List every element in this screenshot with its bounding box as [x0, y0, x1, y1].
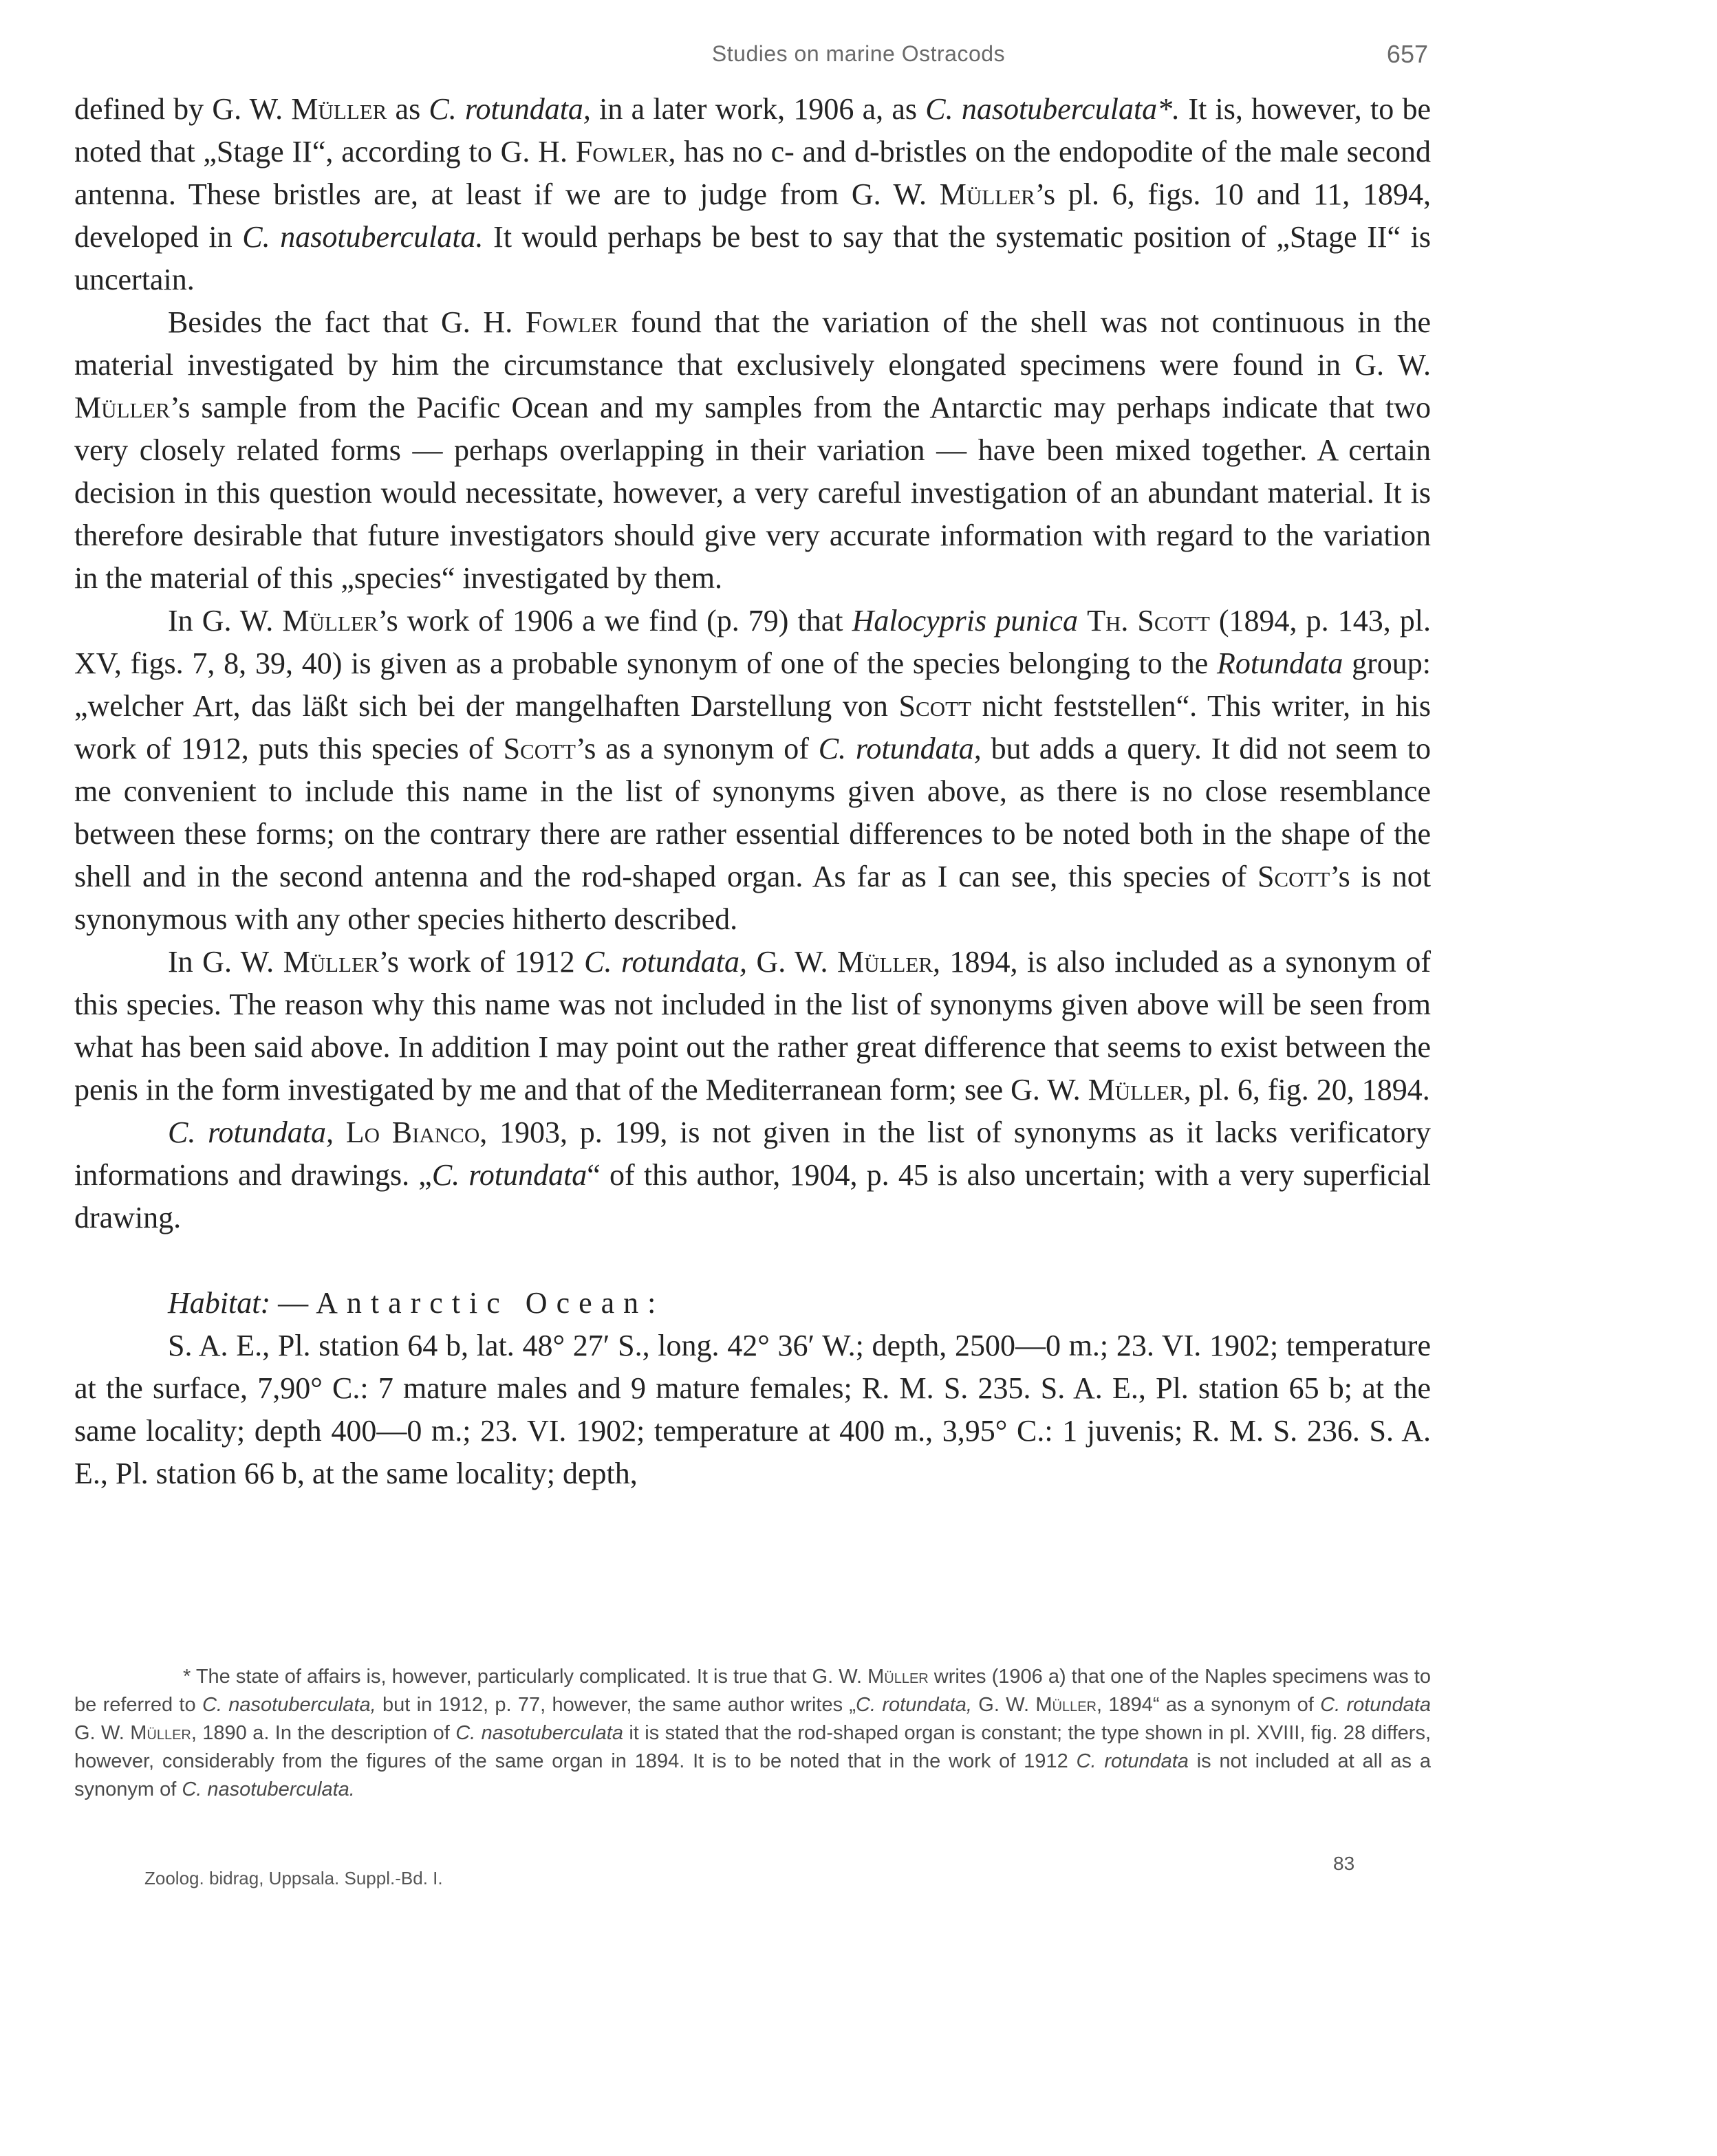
author-name: Müller	[74, 391, 170, 424]
text-run: G. W.	[971, 1694, 1036, 1716]
species-name: C. rotundata	[431, 1158, 587, 1192]
text-run: , pl. 6, fig. 20, 1894.	[1183, 1073, 1430, 1107]
author-name: Scott	[1257, 860, 1330, 893]
text-run: found that the variation of the shell was not continuous in the material investigated by him the circumstance that exclusively elongated specimens were found in G. W.	[74, 305, 1431, 382]
signature-mark: 83	[1333, 1853, 1355, 1874]
species-name: C. nasotuberculata.	[182, 1778, 355, 1800]
author-name: Müller	[130, 1722, 191, 1744]
text-run: In G. W.	[168, 945, 283, 979]
text-run: , has no c- and d-bristles on the endopodite of the male second antenna. These bristles are, at least if we are to judge from G. W.	[74, 135, 1431, 211]
main-text	[74, 88, 1431, 1495]
author-name: Fowler	[525, 305, 618, 339]
species-name: Halocypris punica	[852, 604, 1078, 638]
author-name: Müller	[1088, 1073, 1184, 1107]
text-run: but adds a query. It did not seem to me convenient to include this name in the list of synonyms given above, as there is no close resemblance between these forms; on the contrary there are rather essential differences to be noted both in the shape of the shell and in the second antenna and the rod-shaped organ. As far as I can see, this species of	[74, 732, 1432, 893]
text-run: ’s work of 1906 a we find (p. 79) that	[378, 604, 852, 638]
text-run: G. W.	[74, 1722, 131, 1744]
text-run: In G. W.	[168, 604, 283, 638]
text-run: It would perhaps be best to say that the systematic position of „Stage II“ is uncertain.	[74, 220, 1431, 296]
species-name: C. nasotuberculata,	[202, 1694, 376, 1716]
journal-footer: Zoolog. bidrag, Uppsala. Suppl.-Bd. I.	[144, 1868, 443, 1888]
paragraph-3	[74, 600, 1431, 941]
text-run: “ of this author, 1904, p. 45 is also uncertain; with a very superficial drawing.	[74, 1158, 1431, 1234]
text-run: It is, however, to be noted that „Stage II“, according to G. H.	[74, 92, 1432, 168]
habitat-label: Habitat:	[168, 1286, 271, 1320]
author-name: Fowler	[575, 135, 669, 168]
text-run	[334, 1115, 346, 1149]
species-name: C. rotundata	[1320, 1694, 1432, 1716]
text-run: , 1894“ as a synonym of	[1097, 1694, 1321, 1716]
text-run: , 1890 a. In the description of	[191, 1722, 456, 1744]
text-run: (1894, p. 143, pl. XV, figs. 7, 8, 39, 40) is given as a probable synonym of one of the species belonging to the	[74, 604, 1432, 680]
author-name: Müller	[282, 604, 378, 638]
species-name: Rotundata	[1217, 646, 1343, 680]
species-name: C. rotundata,	[818, 732, 982, 765]
text-run	[1078, 604, 1087, 638]
species-name: C. nasotuberculata.	[242, 220, 484, 254]
text-run: ’s as a synonym of	[575, 732, 819, 765]
text-run: as	[387, 92, 429, 126]
species-name: C. rotundata,	[168, 1115, 334, 1149]
text-run: ’s is not synonymous with any other species hitherto described.	[74, 860, 1431, 936]
author-name: Müller	[291, 92, 387, 126]
text-run: in a later work, 1906 a, as	[590, 92, 926, 126]
text-run: but in 1912, p. 77, however, the same author writes „	[376, 1694, 856, 1716]
text-run: ’s work of 1912	[378, 945, 585, 979]
habitat-ocean: Antarctic Ocean:	[316, 1286, 665, 1320]
text-run: , 1903, p. 199, is not given in the list of synonyms as it lacks verificatory informations and drawings. „	[74, 1115, 1432, 1192]
text-run: defined by G. W.	[74, 92, 292, 126]
text-run: , 1894, is also included as a synonym of this species. The reason why this name was not included in the list of synonyms given above will be seen from what has been said above. In addition I may point out the rather great difference that seems to exist between the penis in the form investigated by me and that of the Mediterranean form; see G. W.	[74, 945, 1431, 1107]
text-run: Besides the fact that G. H.	[168, 305, 526, 339]
text-run: ’s sample from the Pacific Ocean and my samples from the Antarctic may perhaps indicate that two very closely related forms — perhaps overlapping in their variation — have been mixed together. A certain decision in this question would necessitate, however, a very careful investigation of an abundant material. It is therefore desirable that future investigators should give very accurate information with regard to the variation in the material of this „species“ investigated by them.	[74, 391, 1431, 595]
text-run: G. W.	[746, 945, 837, 979]
habitat-heading	[74, 1282, 1431, 1325]
habitat-records: S. A. E., Pl. station 64 b, lat. 48° 27′ S., long. 42° 36′ W.; depth, 2500—0 m.; 23. VI. 1902; temperature at the surface, 7,90° C.: 7 mature males and 9 mature females; R. M. S. 235. S. A. E., Pl. station 65 b; at the same locality; depth 400—0 m.; 23. VI. 1902; temperature at 400 m., 3,95° C.: 1 juvenis; R. M. S. 236. S. A. E., Pl. station 66 b, at the same locality; depth,	[74, 1329, 1431, 1490]
running-title: Studies on marine Ostracods	[711, 41, 1006, 66]
paragraph-5	[74, 1111, 1431, 1239]
species-name: C. nasotuberculata	[455, 1722, 623, 1744]
author-name: Scott	[898, 689, 971, 723]
paragraph-4	[74, 941, 1431, 1111]
author-name: Scott	[503, 732, 576, 765]
author-name: Th. Scott	[1087, 604, 1210, 638]
species-name: C. nasotuberculata*.	[925, 92, 1180, 126]
species-name: C. rotundata	[1076, 1750, 1189, 1772]
text-run: * The state of affairs is, however, particularly complicated. It is true that G. W.	[183, 1666, 868, 1688]
text-run: writes (1906 a) that one of the Naples specimens was to be referred to	[74, 1666, 1431, 1716]
author-name: Lo Bianco	[345, 1115, 480, 1149]
paragraph-2	[74, 301, 1431, 600]
species-name: C. rotundata,	[856, 1694, 972, 1716]
text-run: group: „welcher Art, das läßt sich bei der mangelhaften Darstellung von	[74, 646, 1431, 723]
author-name: Müller	[939, 177, 1035, 211]
species-name: C. rotundata,	[584, 945, 747, 979]
text-run: ’s pl. 6, figs. 10 and 11, 1894, developed in	[74, 177, 1431, 254]
author-name: Müller	[283, 945, 379, 979]
text-run: is not included at all as a synonym of	[74, 1750, 1431, 1800]
footnote-text	[74, 1663, 1431, 1804]
text-run: nicht feststellen“. This writer, in his work of 1912, puts this species of	[74, 689, 1431, 765]
author-name: Müller	[836, 945, 933, 979]
habitat-dash: —	[270, 1286, 316, 1320]
paragraph-1	[74, 88, 1431, 301]
text-run: it is stated that the rod-shaped organ is constant; the type shown in pl. XVIII, fig. 28 differs, however, considerably from the figures of the same organ in 1894. It is to be noted that in the work of 1912	[74, 1722, 1432, 1772]
author-name: Müller	[1035, 1694, 1097, 1716]
author-name: Müller	[867, 1666, 929, 1688]
footnote	[74, 1663, 1431, 1804]
species-name: C. rotundata,	[429, 92, 591, 126]
page-number: 657	[1386, 40, 1428, 68]
